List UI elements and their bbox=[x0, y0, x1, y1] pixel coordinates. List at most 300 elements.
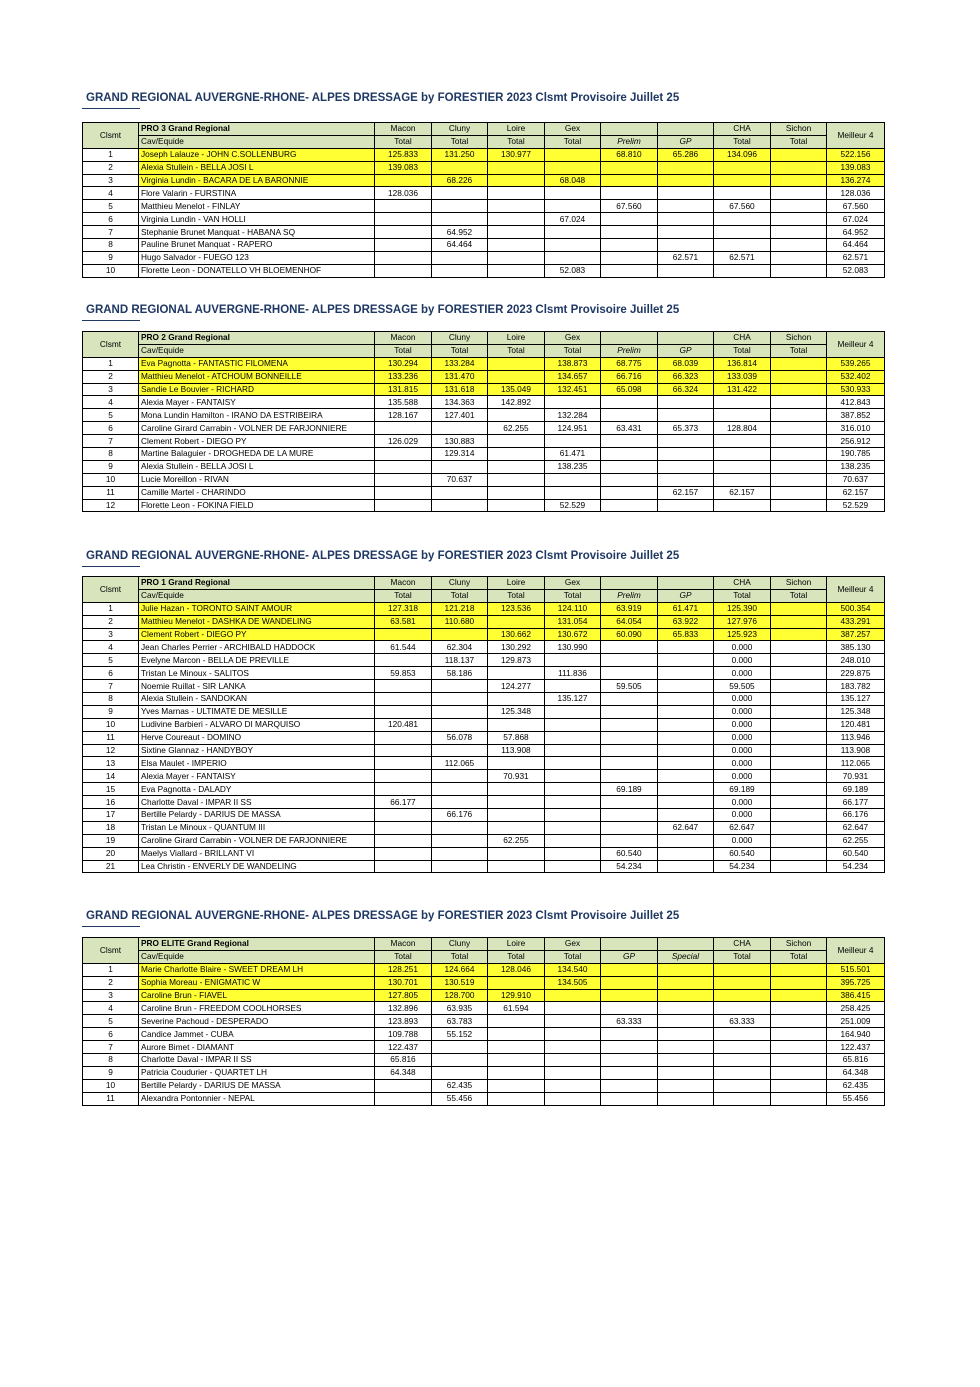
subheader-cell: Total bbox=[771, 344, 827, 357]
score-cell bbox=[601, 226, 658, 239]
subheader-cell: Total bbox=[375, 344, 432, 357]
score-cell: 63.333 bbox=[601, 1015, 658, 1028]
score-cell: 68.048 bbox=[545, 174, 601, 187]
score-cell: 65.286 bbox=[658, 148, 714, 161]
table-row bbox=[83, 1015, 885, 1028]
subheader-cell: Total bbox=[771, 950, 827, 963]
score-cell bbox=[658, 473, 714, 486]
score-cell bbox=[771, 499, 827, 512]
score-cell bbox=[658, 770, 714, 783]
score-cell bbox=[658, 847, 714, 860]
venue-header: Loire bbox=[488, 332, 545, 345]
subheader-cell: Total bbox=[488, 135, 545, 148]
score-cell bbox=[545, 200, 601, 213]
score-cell bbox=[375, 1092, 432, 1105]
table-row bbox=[83, 783, 885, 796]
table-row bbox=[83, 770, 885, 783]
score-cell bbox=[601, 834, 658, 847]
score-cell: 66.176 bbox=[432, 809, 488, 822]
rider-horse-cell: Ludivine Barbieri - ALVARO DI MARQUISO bbox=[139, 718, 375, 731]
table-row bbox=[83, 460, 885, 473]
score-cell bbox=[601, 744, 658, 757]
table-row bbox=[83, 473, 885, 486]
score-cell bbox=[658, 783, 714, 796]
venue-header: Cluny bbox=[432, 938, 488, 951]
score-cell: 131.815 bbox=[375, 383, 432, 396]
score-cell bbox=[432, 821, 488, 834]
best4-cell: 62.157 bbox=[827, 486, 885, 499]
score-cell bbox=[714, 213, 771, 226]
score-cell bbox=[771, 770, 827, 783]
score-cell bbox=[375, 213, 432, 226]
subheader-cell: Total bbox=[545, 344, 601, 357]
best4-cell: 112.065 bbox=[827, 757, 885, 770]
score-cell bbox=[545, 251, 601, 264]
title-underline bbox=[82, 566, 140, 567]
score-cell bbox=[771, 1041, 827, 1054]
subheader-cell: Special bbox=[658, 950, 714, 963]
score-cell: 135.127 bbox=[545, 693, 601, 706]
score-cell bbox=[488, 757, 545, 770]
header-clsmt: Clsmt bbox=[83, 577, 139, 603]
score-cell bbox=[545, 396, 601, 409]
score-cell bbox=[432, 200, 488, 213]
rider-horse-cell: Stephanie Brunet Manquat - HABANA SQ bbox=[139, 226, 375, 239]
score-cell: 111.836 bbox=[545, 667, 601, 680]
header-cav-equide: Cav/Equide bbox=[139, 589, 375, 602]
score-cell: 60.540 bbox=[714, 847, 771, 860]
best4-cell: 62.647 bbox=[827, 821, 885, 834]
venue-header bbox=[601, 123, 658, 136]
score-cell bbox=[375, 680, 432, 693]
best4-cell: 64.952 bbox=[827, 226, 885, 239]
score-cell: 0.000 bbox=[714, 744, 771, 757]
score-cell: 62.157 bbox=[714, 486, 771, 499]
score-cell: 130.519 bbox=[432, 976, 488, 989]
subheader-cell: Total bbox=[375, 135, 432, 148]
score-cell bbox=[714, 1079, 771, 1092]
score-cell bbox=[432, 680, 488, 693]
score-cell bbox=[432, 847, 488, 860]
score-cell bbox=[432, 187, 488, 200]
score-cell bbox=[714, 239, 771, 252]
score-cell bbox=[601, 239, 658, 252]
score-cell bbox=[601, 1041, 658, 1054]
score-cell: 139.083 bbox=[375, 161, 432, 174]
score-cell bbox=[714, 174, 771, 187]
score-cell bbox=[714, 499, 771, 512]
score-cell: 131.054 bbox=[545, 615, 601, 628]
category-label: PRO 2 Grand Regional bbox=[139, 332, 375, 345]
score-cell bbox=[771, 200, 827, 213]
score-cell bbox=[714, 1041, 771, 1054]
score-cell: 64.348 bbox=[375, 1066, 432, 1079]
best4-cell: 229.875 bbox=[827, 667, 885, 680]
rider-horse-cell: Virginia Lundin - VAN HOLLI bbox=[139, 213, 375, 226]
score-cell bbox=[658, 757, 714, 770]
score-cell bbox=[771, 693, 827, 706]
subheader-cell: Prelim bbox=[601, 135, 658, 148]
best4-cell: 136.274 bbox=[827, 174, 885, 187]
venue-header: Macon bbox=[375, 577, 432, 590]
table-row bbox=[83, 409, 885, 422]
score-cell bbox=[432, 744, 488, 757]
score-cell: 67.560 bbox=[714, 200, 771, 213]
rank-cell: 11 bbox=[83, 731, 139, 744]
score-cell: 134.096 bbox=[714, 148, 771, 161]
rider-horse-cell: Charlotte Daval - IMPAR II SS bbox=[139, 1054, 375, 1067]
score-cell: 130.701 bbox=[375, 976, 432, 989]
score-cell bbox=[601, 796, 658, 809]
score-cell bbox=[601, 213, 658, 226]
best4-cell: 65.816 bbox=[827, 1054, 885, 1067]
ranking-table bbox=[82, 122, 885, 278]
table-row bbox=[83, 1066, 885, 1079]
table-row bbox=[83, 963, 885, 976]
score-cell: 129.314 bbox=[432, 448, 488, 461]
best4-cell: 52.529 bbox=[827, 499, 885, 512]
score-cell bbox=[771, 473, 827, 486]
best4-cell: 120.481 bbox=[827, 718, 885, 731]
score-cell: 0.000 bbox=[714, 731, 771, 744]
best4-cell: 532.402 bbox=[827, 370, 885, 383]
score-cell bbox=[714, 1066, 771, 1079]
rider-horse-cell: Caroline Brun - FREEDOM COOLHORSES bbox=[139, 1002, 375, 1015]
score-cell bbox=[432, 422, 488, 435]
table-row bbox=[83, 860, 885, 873]
score-cell bbox=[601, 963, 658, 976]
rank-cell: 7 bbox=[83, 1041, 139, 1054]
table-row bbox=[83, 757, 885, 770]
best4-cell: 385.130 bbox=[827, 641, 885, 654]
score-cell: 118.137 bbox=[432, 654, 488, 667]
score-cell bbox=[771, 976, 827, 989]
best4-cell: 138.235 bbox=[827, 460, 885, 473]
score-cell bbox=[771, 187, 827, 200]
table-row bbox=[83, 731, 885, 744]
score-cell bbox=[375, 860, 432, 873]
score-cell: 0.000 bbox=[714, 654, 771, 667]
score-cell bbox=[488, 486, 545, 499]
score-cell bbox=[375, 422, 432, 435]
score-cell bbox=[658, 705, 714, 718]
score-cell: 65.098 bbox=[601, 383, 658, 396]
score-cell bbox=[771, 251, 827, 264]
score-cell: 125.348 bbox=[488, 705, 545, 718]
rider-horse-cell: Elsa Maulet - IMPERIO bbox=[139, 757, 375, 770]
score-cell bbox=[601, 770, 658, 783]
subheader-cell: Total bbox=[771, 135, 827, 148]
score-cell bbox=[488, 1066, 545, 1079]
rank-cell: 9 bbox=[83, 705, 139, 718]
score-cell: 52.529 bbox=[545, 499, 601, 512]
venue-header: Sichon bbox=[771, 332, 827, 345]
score-cell bbox=[601, 174, 658, 187]
rider-horse-cell: Flore Valarin - FURSTINA bbox=[139, 187, 375, 200]
score-cell bbox=[601, 251, 658, 264]
rider-horse-cell: Eva Pagnotta - FANTASTIC FILOMENA bbox=[139, 357, 375, 370]
rank-cell: 2 bbox=[83, 370, 139, 383]
rider-horse-cell: Caroline Brun - FIAVEL bbox=[139, 989, 375, 1002]
rank-cell: 1 bbox=[83, 357, 139, 370]
score-cell bbox=[771, 148, 827, 161]
rank-cell: 5 bbox=[83, 409, 139, 422]
score-cell bbox=[771, 383, 827, 396]
rank-cell: 4 bbox=[83, 187, 139, 200]
table-row bbox=[83, 1041, 885, 1054]
table-row bbox=[83, 383, 885, 396]
best4-cell: 52.083 bbox=[827, 264, 885, 277]
score-cell: 64.952 bbox=[432, 226, 488, 239]
table-row bbox=[83, 641, 885, 654]
score-cell bbox=[545, 239, 601, 252]
rider-horse-cell: Noemie Ruillat - SIR LANKA bbox=[139, 680, 375, 693]
score-cell: 136.814 bbox=[714, 357, 771, 370]
score-cell bbox=[375, 264, 432, 277]
score-cell bbox=[432, 1066, 488, 1079]
score-cell: 130.294 bbox=[375, 357, 432, 370]
section-title: GRAND REGIONAL AUVERGNE-RHONE- ALPES DRESSAGE by FORESTIER 2023 Clsmt Provisoire Juillet 25 bbox=[86, 304, 680, 316]
rider-horse-cell: Martine Balaguier - DROGHEDA DE LA MURE bbox=[139, 448, 375, 461]
score-cell bbox=[601, 705, 658, 718]
subheader-cell: Total bbox=[488, 950, 545, 963]
score-cell bbox=[771, 1092, 827, 1105]
score-cell: 0.000 bbox=[714, 834, 771, 847]
score-cell bbox=[545, 757, 601, 770]
score-cell bbox=[771, 396, 827, 409]
score-cell: 129.910 bbox=[488, 989, 545, 1002]
table-row bbox=[83, 486, 885, 499]
header-cav-equide: Cav/Equide bbox=[139, 135, 375, 148]
score-cell bbox=[488, 718, 545, 731]
section-title: GRAND REGIONAL AUVERGNE-RHONE- ALPES DRESSAGE by FORESTIER 2023 Clsmt Provisoire Juillet 25 bbox=[86, 910, 680, 922]
rank-cell: 5 bbox=[83, 1015, 139, 1028]
score-cell: 124.664 bbox=[432, 963, 488, 976]
score-cell: 0.000 bbox=[714, 809, 771, 822]
best4-cell: 515.501 bbox=[827, 963, 885, 976]
score-cell bbox=[771, 821, 827, 834]
score-cell bbox=[658, 448, 714, 461]
score-cell: 61.544 bbox=[375, 641, 432, 654]
score-cell bbox=[545, 486, 601, 499]
best4-cell: 387.852 bbox=[827, 409, 885, 422]
score-cell bbox=[658, 200, 714, 213]
score-cell bbox=[375, 654, 432, 667]
score-cell bbox=[658, 1054, 714, 1067]
score-cell bbox=[658, 654, 714, 667]
score-cell bbox=[488, 264, 545, 277]
rank-cell: 9 bbox=[83, 460, 139, 473]
score-cell bbox=[488, 226, 545, 239]
score-cell: 113.908 bbox=[488, 744, 545, 757]
best4-cell: 69.189 bbox=[827, 783, 885, 796]
rider-horse-cell: Alexia Mayer - FANTAISY bbox=[139, 770, 375, 783]
score-cell: 130.292 bbox=[488, 641, 545, 654]
subheader-cell: Total bbox=[432, 135, 488, 148]
score-cell bbox=[488, 976, 545, 989]
score-cell bbox=[545, 770, 601, 783]
score-cell bbox=[375, 731, 432, 744]
best4-cell: 412.843 bbox=[827, 396, 885, 409]
best4-cell: 128.036 bbox=[827, 187, 885, 200]
subheader-cell: Total bbox=[432, 344, 488, 357]
score-cell bbox=[601, 435, 658, 448]
score-cell bbox=[488, 693, 545, 706]
score-cell bbox=[771, 409, 827, 422]
score-cell bbox=[375, 693, 432, 706]
rank-cell: 10 bbox=[83, 473, 139, 486]
rank-cell: 6 bbox=[83, 213, 139, 226]
score-cell bbox=[432, 1041, 488, 1054]
table-row bbox=[83, 680, 885, 693]
header-clsmt: Clsmt bbox=[83, 332, 139, 358]
table-row bbox=[83, 1092, 885, 1105]
score-cell bbox=[771, 718, 827, 731]
score-cell bbox=[771, 264, 827, 277]
venue-header: CHA bbox=[714, 123, 771, 136]
score-cell bbox=[601, 499, 658, 512]
venue-header: Cluny bbox=[432, 332, 488, 345]
table-row bbox=[83, 187, 885, 200]
score-cell bbox=[545, 1041, 601, 1054]
score-cell bbox=[771, 460, 827, 473]
score-cell bbox=[601, 757, 658, 770]
score-cell bbox=[658, 641, 714, 654]
score-cell bbox=[771, 847, 827, 860]
rank-cell: 2 bbox=[83, 161, 139, 174]
rider-horse-cell: Severine Pachoud - DESPERADO bbox=[139, 1015, 375, 1028]
venue-header bbox=[601, 577, 658, 590]
score-cell bbox=[488, 161, 545, 174]
table-row bbox=[83, 148, 885, 161]
score-cell bbox=[771, 435, 827, 448]
score-cell bbox=[771, 615, 827, 628]
ranking-table bbox=[82, 576, 885, 873]
score-cell bbox=[601, 989, 658, 1002]
score-cell bbox=[488, 409, 545, 422]
score-cell bbox=[601, 1002, 658, 1015]
best4-cell: 395.725 bbox=[827, 976, 885, 989]
score-cell bbox=[658, 396, 714, 409]
rank-cell: 4 bbox=[83, 1002, 139, 1015]
score-cell bbox=[658, 693, 714, 706]
score-cell bbox=[432, 628, 488, 641]
rank-cell: 12 bbox=[83, 499, 139, 512]
score-cell: 132.896 bbox=[375, 1002, 432, 1015]
score-cell bbox=[375, 226, 432, 239]
rider-horse-cell: Caroline Girard Carrabin - VOLNER DE FARJONNIERE bbox=[139, 834, 375, 847]
rank-cell: 18 bbox=[83, 821, 139, 834]
score-cell: 130.883 bbox=[432, 435, 488, 448]
table-row bbox=[83, 718, 885, 731]
score-cell bbox=[601, 821, 658, 834]
venue-header: Cluny bbox=[432, 123, 488, 136]
table-row bbox=[83, 796, 885, 809]
rider-horse-cell: Patricia Coudurier - QUARTET LH bbox=[139, 1066, 375, 1079]
table-row bbox=[83, 847, 885, 860]
subheader-cell: Total bbox=[488, 344, 545, 357]
score-cell: 61.471 bbox=[545, 448, 601, 461]
score-cell bbox=[771, 161, 827, 174]
score-cell bbox=[771, 1066, 827, 1079]
score-cell bbox=[488, 213, 545, 226]
rider-horse-cell: Herve Coureaut - DOMINO bbox=[139, 731, 375, 744]
score-cell bbox=[771, 860, 827, 873]
score-cell bbox=[714, 448, 771, 461]
table-row bbox=[83, 264, 885, 277]
score-cell bbox=[714, 473, 771, 486]
score-cell bbox=[771, 239, 827, 252]
rank-cell: 4 bbox=[83, 641, 139, 654]
venue-header: Loire bbox=[488, 577, 545, 590]
score-cell: 61.471 bbox=[658, 602, 714, 615]
table-row bbox=[83, 226, 885, 239]
score-cell bbox=[488, 435, 545, 448]
score-cell: 128.167 bbox=[375, 409, 432, 422]
rank-cell: 5 bbox=[83, 200, 139, 213]
score-cell bbox=[601, 409, 658, 422]
rank-cell: 1 bbox=[83, 148, 139, 161]
score-cell bbox=[545, 731, 601, 744]
score-cell bbox=[601, 976, 658, 989]
score-cell: 66.324 bbox=[658, 383, 714, 396]
best4-cell: 125.348 bbox=[827, 705, 885, 718]
best4-cell: 67.024 bbox=[827, 213, 885, 226]
venue-header: Macon bbox=[375, 938, 432, 951]
rank-cell: 15 bbox=[83, 783, 139, 796]
score-cell bbox=[545, 1028, 601, 1041]
rider-horse-cell: Bertille Pelardy - DARIUS DE MASSA bbox=[139, 1079, 375, 1092]
header-row bbox=[83, 938, 885, 951]
subheader-cell: Total bbox=[375, 589, 432, 602]
rider-horse-cell: Alexia Mayer - FANTAISY bbox=[139, 396, 375, 409]
best4-cell: 70.931 bbox=[827, 770, 885, 783]
score-cell bbox=[375, 628, 432, 641]
venue-header: Macon bbox=[375, 123, 432, 136]
score-cell: 123.893 bbox=[375, 1015, 432, 1028]
rank-cell: 17 bbox=[83, 809, 139, 822]
score-cell bbox=[432, 161, 488, 174]
score-cell bbox=[488, 1079, 545, 1092]
rider-horse-cell: Caroline Girard Carrabin - VOLNER DE FARJONNIERE bbox=[139, 422, 375, 435]
score-cell bbox=[771, 422, 827, 435]
rider-horse-cell: Joseph Lalauze - JOHN C.SOLLENBURG bbox=[139, 148, 375, 161]
score-cell bbox=[771, 357, 827, 370]
score-cell: 135.049 bbox=[488, 383, 545, 396]
best4-cell: 55.456 bbox=[827, 1092, 885, 1105]
score-cell: 134.505 bbox=[545, 976, 601, 989]
rank-cell: 21 bbox=[83, 860, 139, 873]
score-cell bbox=[488, 783, 545, 796]
score-cell bbox=[375, 239, 432, 252]
venue-header bbox=[658, 123, 714, 136]
score-cell: 60.540 bbox=[601, 847, 658, 860]
venue-header: Gex bbox=[545, 938, 601, 951]
score-cell bbox=[658, 963, 714, 976]
score-cell bbox=[601, 693, 658, 706]
score-cell bbox=[771, 757, 827, 770]
score-cell bbox=[488, 667, 545, 680]
rider-horse-cell: Mona Lundin Hamilton - IRANO DA ESTRIBEIRA bbox=[139, 409, 375, 422]
score-cell bbox=[714, 963, 771, 976]
score-cell bbox=[488, 251, 545, 264]
score-cell bbox=[658, 460, 714, 473]
subheader-cell: Total bbox=[771, 589, 827, 602]
rank-cell: 8 bbox=[83, 693, 139, 706]
score-cell: 69.189 bbox=[601, 783, 658, 796]
venue-header: CHA bbox=[714, 332, 771, 345]
score-cell: 130.672 bbox=[545, 628, 601, 641]
